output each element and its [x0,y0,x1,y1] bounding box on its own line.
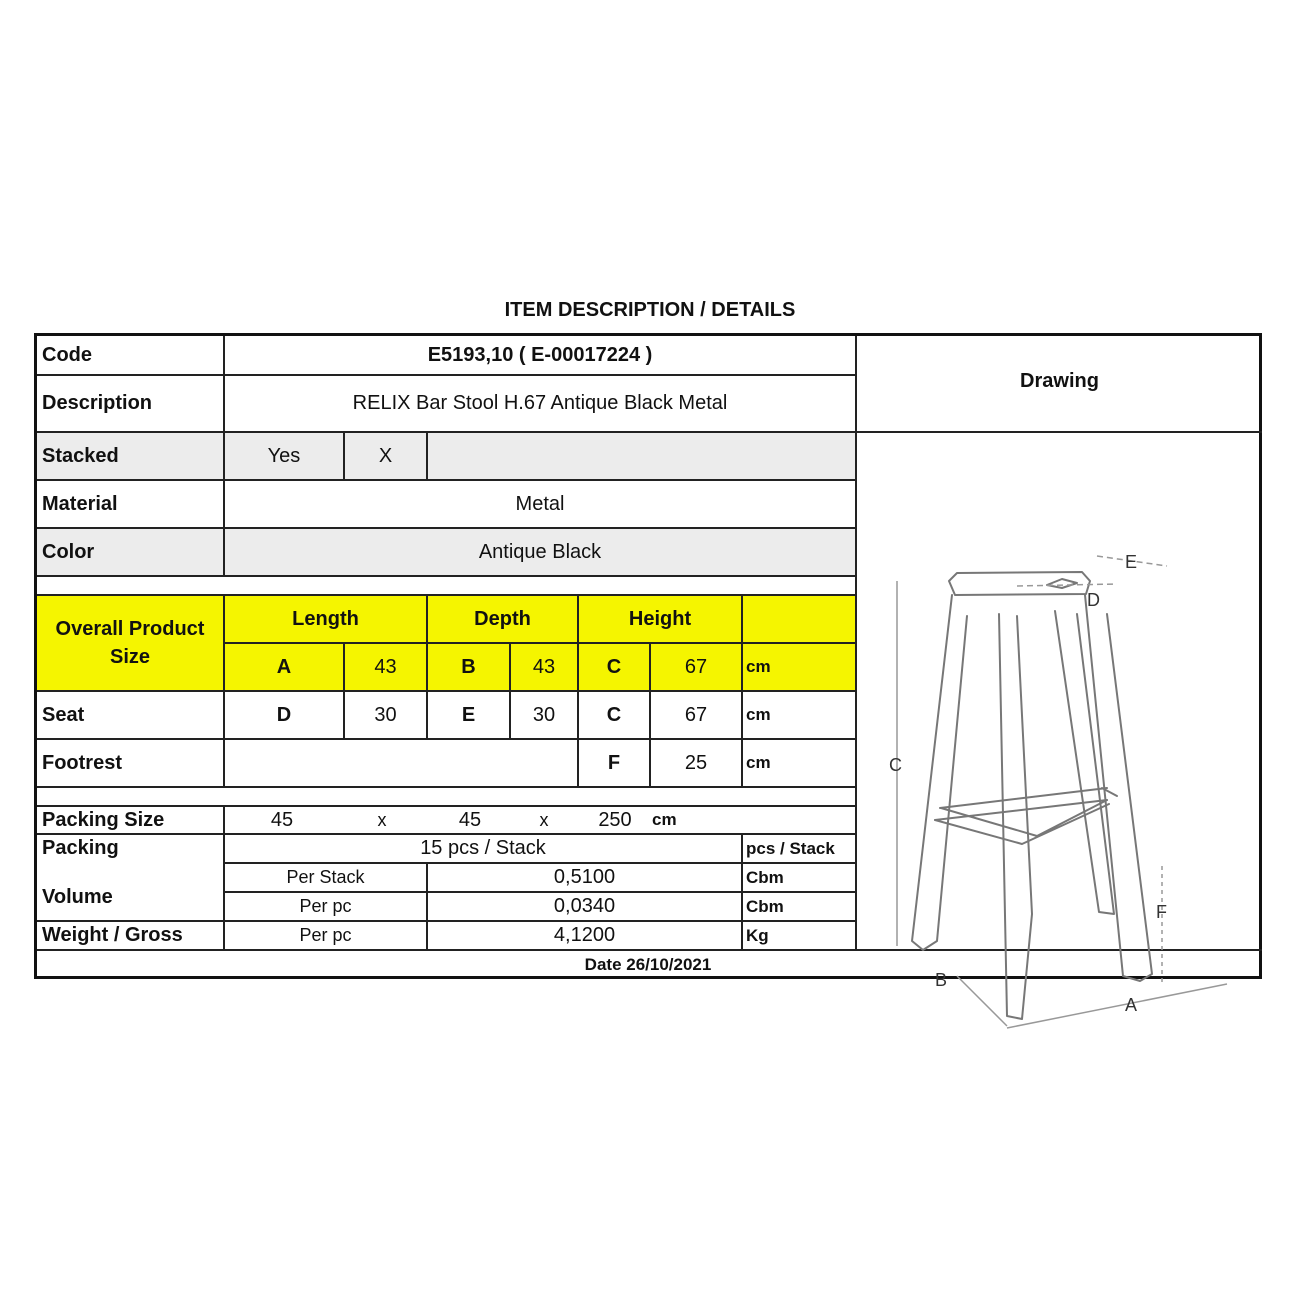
packing-value: 15 pcs / Stack [420,837,546,859]
footrest-f-key: F [607,751,621,774]
page-title: ITEM DESCRIPTION / DETAILS [504,299,796,321]
dim-c-value: 67 [684,655,708,678]
volume-per-stack-value: 0,5100 [553,866,616,888]
footrest-unit: cm [746,753,771,772]
volume-per-stack-label: Per Stack [286,867,365,887]
material-value: Metal [515,492,565,515]
color-label: Color [42,540,95,563]
seat-d-value: 30 [374,703,397,726]
weight-label: Weight / Gross [42,924,183,946]
code-label: Code [42,343,92,366]
stool-seat-handle [1047,579,1077,588]
material-label: Material [42,492,118,515]
stool-seat [949,572,1090,595]
overall-size-label-line2: Size [109,646,151,668]
description-value: RELIX Bar Stool H.67 Antique Black Metal [352,392,728,414]
volume-per-pc-label: Per pc [299,896,352,916]
overall-unit: cm [746,657,771,676]
volume-per-stack-unit: Cbm [746,867,784,887]
footrest-f-value: 25 [684,751,708,774]
item-details-sheet [34,333,1262,1015]
dim-a-value: 43 [374,655,397,678]
dim-label-d: D [1087,590,1100,610]
packing-size-sep-2: x [539,809,549,830]
packing-size-unit: cm [652,810,677,829]
seat-c-value: 67 [684,703,708,726]
packing-size-value-1: 45 [270,808,294,831]
footer-date: Date 26/10/2021 [584,955,712,974]
packing-size-label: Packing Size [42,808,165,831]
depth-header: Depth [474,607,531,630]
stool-leg-front-right [1085,595,1152,981]
stacked-label: Stacked [42,444,119,467]
weight-unit: Kg [746,925,769,945]
seat-label: Seat [42,703,85,726]
dim-label-b: B [935,970,948,990]
seat-e-key: E [461,703,476,726]
code-value: E5193,10 ( E-00017224 ) [427,343,653,366]
volume-per-pc-unit: Cbm [746,896,784,916]
footrest-label: Footrest [42,751,122,774]
stool-leg-back-right [1055,611,1114,914]
packing-size-value-3: 250 [598,808,632,831]
dim-b-value: 43 [532,655,556,678]
packing-label: Packing [42,837,119,859]
dim-c-key: C [606,655,622,678]
height-header: Height [628,607,692,630]
dim-label-f: F [1156,902,1167,922]
stool-leg-front-left [912,595,967,950]
packing-unit: pcs / Stack [746,838,835,858]
weight-per-label: Per pc [299,925,352,945]
volume-per-pc-value: 0,0340 [553,895,616,917]
drawing-header: Drawing [1020,370,1099,392]
color-value: Antique Black [478,540,602,563]
stool-drawing [857,436,1262,1015]
seat-d-key: D [276,703,292,726]
volume-label: Volume [42,886,113,908]
seat-unit: cm [746,705,771,724]
dim-label-a: A [1125,995,1138,1015]
weight-value: 4,1200 [553,924,616,946]
packing-size-sep-1: x [377,809,387,830]
seat-c-key: C [606,703,622,726]
dim-a-key: A [276,655,292,678]
dim-label-c: C [889,755,902,775]
overall-size-label-line1: Overall Product [55,618,205,640]
overall-size-label [37,596,223,690]
description-label: Description [42,392,153,414]
length-header: Length [292,607,359,630]
stacked-option: Yes [267,444,301,467]
dim-b-key: B [461,655,476,678]
stacked-mark: X [378,444,393,467]
packing-size-value-2: 45 [458,808,482,831]
seat-e-value: 30 [532,703,556,726]
dim-line-b [957,976,1007,1026]
dim-label-e: E [1125,552,1138,572]
dim-line-a [1007,984,1227,1028]
